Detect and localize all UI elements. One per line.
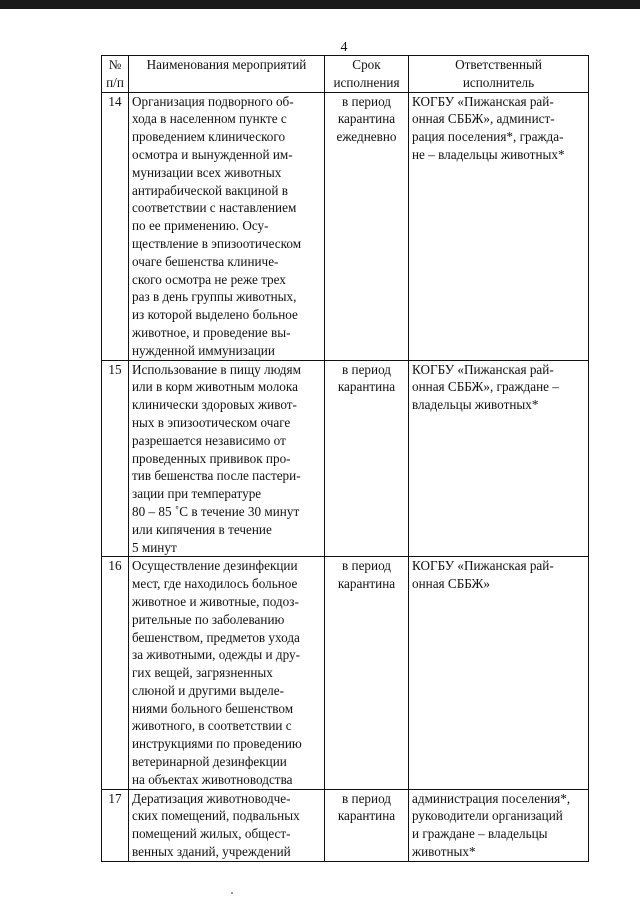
measure-name-line: нужденной иммунизации [132,342,275,358]
execution-term-line: в период [341,790,391,806]
header-term [325,56,409,93]
measure-name-line: разрешается независимо от [132,432,286,448]
measure-name-line: проведением клинического [132,129,286,145]
measure-name-line: или в корм животным молока [132,379,298,395]
header-line: исполнения [333,74,400,90]
measure-name-line: венных зданий, учреждений [132,844,291,860]
measure-name-line: инструкциями по проведению [132,736,302,752]
table-body [102,92,589,861]
responsible-party-line: КОГБУ «Пижанская рай- [412,361,554,377]
measure-name-line: рительные по заболеванию [132,611,285,627]
measure-name-line: раз в день группы животных, [132,289,297,305]
measure-name-line: Использование в пищу людям [132,361,301,377]
responsible-party [409,789,589,861]
measure-name-line: Осуществление дезинфекции [132,558,298,574]
execution-term [325,360,409,557]
measures-table [101,55,589,862]
header-line: Ответственный [455,57,542,72]
measure-name-line: ных в эпизоотическом очаге [132,414,291,430]
responsible-party-line: руководители организаций [412,808,563,824]
execution-term-line: карантина [337,111,396,127]
header-line: исполнитель [462,74,535,90]
top-scan-border [0,0,640,9]
table-row [102,557,589,789]
execution-term-line: карантина [337,808,396,824]
measure-name [129,557,325,789]
header-line: Срок [352,57,381,72]
execution-term-line: карантина [337,576,396,592]
scan-speck [231,892,233,894]
measure-name-line: Организация подворного об- [132,93,294,109]
measure-name-line: ществление в эпизоотическом [132,235,302,251]
header-line: п/п [106,74,124,90]
row-number: 14 [102,92,129,360]
responsible-party [409,557,589,789]
measure-name-line: 5 минут [132,539,177,555]
execution-term-line: в период [341,558,391,574]
responsible-party-line: КОГБУ «Пижанская рай- [412,558,554,574]
table-row [102,360,589,557]
header-number [102,56,129,93]
responsible-party-line: онная СББЖ», админист- [412,111,555,127]
measure-name-line: тив бешенства после пастери- [132,468,301,484]
measure-name-line: помещений жилых, общест- [132,826,291,842]
responsible-party-line: и граждане – владельцы [412,826,548,842]
execution-term [325,557,409,789]
measure-name-line: ниями больного бешенством [132,700,294,716]
page-number: 4 [340,40,348,55]
responsible-party-line: онная СББЖ», граждане – [412,379,559,395]
measure-name-line: из которой выделено больное [132,307,298,323]
execution-term [325,92,409,360]
measure-name [129,360,325,557]
measure-name-line: проведенных прививок про- [132,450,291,466]
responsible-party-line: рация поселения*, гражда- [412,129,564,145]
measure-name-line: соответствии с наставлением [132,200,297,216]
measure-name-line: ских помещений, подвальных [132,808,300,824]
measure-name-line: бешенством, предметов ухода [132,629,300,645]
header-responsible [409,56,589,93]
measure-name-line: клинически здоровых живот- [132,397,297,413]
measure-name-line: гих вещей, загрязненных [132,665,273,681]
responsible-party-line: животных* [412,844,476,860]
measure-name-line: осмотра и вынужденной им- [132,146,293,162]
responsible-party-line: КОГБУ «Пижанская рай- [412,93,554,109]
execution-term-line: в период [341,361,391,377]
measure-name-line: ветеринарной дезинфекции [132,754,287,770]
execution-term-line: карантина [337,379,396,395]
measure-name-line: мунизации всех животных [132,164,282,180]
measure-name-line: или кипячения в течение [132,521,272,537]
measure-name-line: зации при температуре [132,486,262,502]
measure-name-line: за животными, одежды и дру- [132,647,300,663]
execution-term-line: в период [341,93,391,109]
execution-term-line: ежедневно [336,129,397,145]
header-measure-name [129,56,325,93]
measure-name-line: слюной и другими выделе- [132,682,285,698]
header-line: Наименования мероприятий [146,57,307,72]
table-row [102,789,589,861]
responsible-party-line: владельцы животных* [412,397,539,413]
measure-name [129,789,325,861]
header-line: № [108,57,122,72]
row-number: 17 [102,789,129,861]
measure-name-line: Дератизация животноводче- [132,790,291,806]
execution-term [325,789,409,861]
responsible-party-line: не – владельцы животных* [412,146,565,162]
measure-name-line: 80 – 85 ˚С в течение 30 минут [132,503,300,519]
row-number: 16 [102,557,129,789]
responsible-party [409,360,589,557]
measure-name [129,92,325,360]
measure-name-line: на объектах животноводства [132,771,293,787]
measure-name-line: очаге бешенства клиниче- [132,253,279,269]
row-number: 15 [102,360,129,557]
measure-name-line: мест, где находилось больное [132,576,298,592]
responsible-party-line: онная СББЖ» [412,576,490,592]
measure-name-line: животное и животные, подоз- [132,593,299,609]
measure-name-line: по ее применению. Осу- [132,218,269,234]
table-header-row [102,56,589,93]
table-row [102,92,589,360]
measure-name-line: животного, в соответствии с [132,718,292,734]
responsible-party [409,92,589,360]
measure-name-line: хода в населенном пункте с [132,111,287,127]
measure-name-line: антирабической вакциной в [132,182,288,198]
measure-name-line: животное, и проведение вы- [132,324,291,340]
measure-name-line: ского осмотра не реже трех [132,271,286,287]
responsible-party-line: администрация поселения*, [412,790,571,806]
